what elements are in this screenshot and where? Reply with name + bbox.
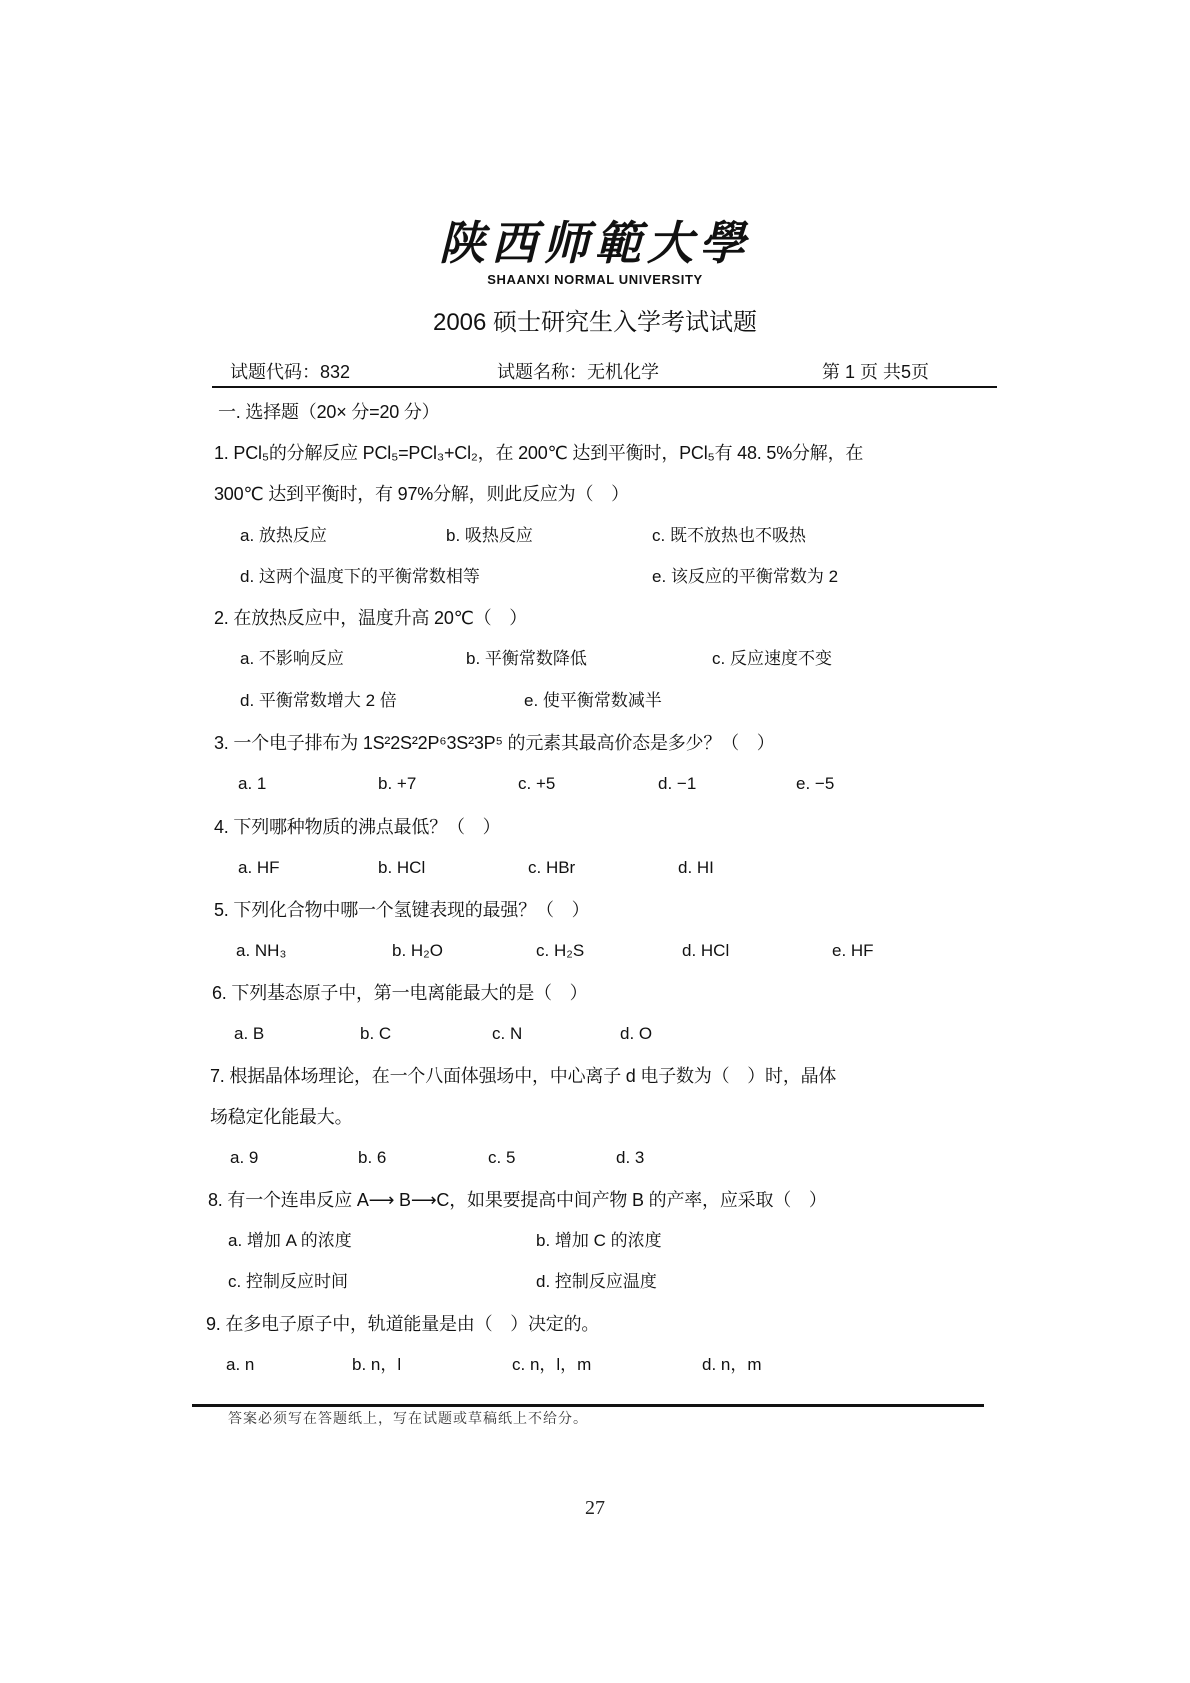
footer-divider bbox=[192, 1404, 984, 1407]
q6-option-b: b. C bbox=[360, 1024, 392, 1043]
q4-option-d: d. HI bbox=[678, 858, 714, 877]
question-9: 9. 在多电子原子中，轨道能量是由（ ）决定的。 bbox=[206, 1314, 600, 1334]
q8-option-b: b. 增加 C 的浓度 bbox=[536, 1231, 662, 1250]
q9-option-b: b. n，l bbox=[352, 1355, 402, 1374]
q7-option-a: a. 9 bbox=[230, 1148, 259, 1167]
q4-option-a: a. HF bbox=[238, 858, 280, 877]
q3-option-e: e. −5 bbox=[796, 774, 835, 793]
q4-option-b: b. HCl bbox=[378, 858, 426, 877]
q1-option-a: a. 放热反应 bbox=[240, 526, 327, 545]
question-1-line-2: 300℃ 达到平衡时，有 97%分解，则此反应为（ ） bbox=[214, 484, 629, 504]
q9-option-a: a. n bbox=[226, 1355, 255, 1374]
exam-meta-row bbox=[212, 360, 992, 384]
question-4: 4. 下列哪种物质的沸点最低？（ ） bbox=[214, 817, 501, 837]
q8-option-d: d. 控制反应温度 bbox=[536, 1272, 657, 1291]
q9-option-d: d. n，m bbox=[702, 1355, 762, 1374]
exam-subject: 试题名称：无机化学 bbox=[497, 362, 659, 382]
q2-option-c: c. 反应速度不变 bbox=[712, 649, 832, 668]
q5-option-e: e. HF bbox=[832, 941, 874, 960]
q1-option-e: e. 该反应的平衡常数为 2 bbox=[652, 567, 839, 586]
question-7-line-2: 场稳定化能最大。 bbox=[210, 1107, 353, 1127]
q5-option-a: a. NH₃ bbox=[236, 941, 287, 960]
q9-option-c: c. n，l，m bbox=[512, 1355, 592, 1374]
q5-option-b: b. H₂O bbox=[392, 941, 443, 960]
q2-option-a: a. 不影响反应 bbox=[240, 649, 344, 668]
q6-option-a: a. B bbox=[234, 1024, 265, 1043]
q7-option-c: c. 5 bbox=[488, 1148, 516, 1167]
q2-option-d: d. 平衡常数增大 2 倍 bbox=[240, 691, 397, 710]
university-logo-chinese: 陕西师範大學 bbox=[439, 216, 751, 270]
q3-option-a: a. 1 bbox=[238, 774, 267, 793]
exam-title: 2006 硕士研究生入学考试试题 bbox=[432, 309, 758, 336]
exam-code: 试题代码：832 bbox=[230, 362, 351, 382]
q3-option-b: b. +7 bbox=[378, 774, 417, 793]
section-title: 一. 选择题（20× 分=20 分） bbox=[218, 402, 440, 422]
header-divider bbox=[212, 386, 997, 388]
page-number: 27 bbox=[585, 1497, 605, 1519]
q7-option-b: b. 6 bbox=[358, 1148, 387, 1167]
page-indicator: 第 1 页 共5页 bbox=[822, 362, 930, 382]
university-logo-english: SHAANXI NORMAL UNIVERSITY bbox=[487, 272, 703, 287]
q2-option-e: e. 使平衡常数减半 bbox=[524, 691, 662, 710]
q3-option-c: c. +5 bbox=[518, 774, 556, 793]
q5-option-d: d. HCl bbox=[682, 941, 730, 960]
q6-option-c: c. N bbox=[492, 1024, 523, 1043]
q2-option-b: b. 平衡常数降低 bbox=[466, 649, 587, 668]
question-5: 5. 下列化合物中哪一个氢键表现的最强？（ ） bbox=[214, 900, 590, 920]
q3-option-d: d. −1 bbox=[658, 774, 697, 793]
footer-note: 答案必须写在答题纸上，写在试题或草稿纸上不给分。 bbox=[228, 1411, 588, 1427]
q8-option-c: c. 控制反应时间 bbox=[228, 1272, 348, 1291]
question-3: 3. 一个电子排布为 1S²2S²2P⁶3S²3P⁵ 的元素其最高价态是多少？（ ） bbox=[214, 733, 775, 753]
q4-option-c: c. HBr bbox=[528, 858, 576, 877]
question-6: 6. 下列基态原子中，第一电离能最大的是（ ） bbox=[212, 983, 588, 1003]
q8-option-a: a. 增加 A 的浓度 bbox=[228, 1231, 352, 1250]
q5-option-c: c. H₂S bbox=[536, 941, 585, 960]
question-1-line-1: 1. PCl₅的分解反应 PCl₅=PCl₃+Cl₂，在 200℃ 达到平衡时，PCl₅有 48. 5%分解，在 bbox=[214, 443, 864, 463]
q1-option-c: c. 既不放热也不吸热 bbox=[652, 526, 806, 545]
q1-option-d: d. 这两个温度下的平衡常数相等 bbox=[240, 567, 480, 586]
q6-option-d: d. O bbox=[620, 1024, 653, 1043]
question-7-line-1: 7. 根据晶体场理论，在一个八面体强场中，中心离子 d 电子数为（ ）时，晶体 bbox=[210, 1066, 837, 1086]
q1-option-b: b. 吸热反应 bbox=[446, 526, 533, 545]
q7-option-d: d. 3 bbox=[616, 1148, 645, 1167]
question-8: 8. 有一个连串反应 A⟶ B⟶C，如果要提高中间产物 B 的产率，应采取（ ） bbox=[208, 1190, 827, 1210]
question-2: 2. 在放热反应中，温度升高 20℃（ ） bbox=[214, 608, 528, 628]
